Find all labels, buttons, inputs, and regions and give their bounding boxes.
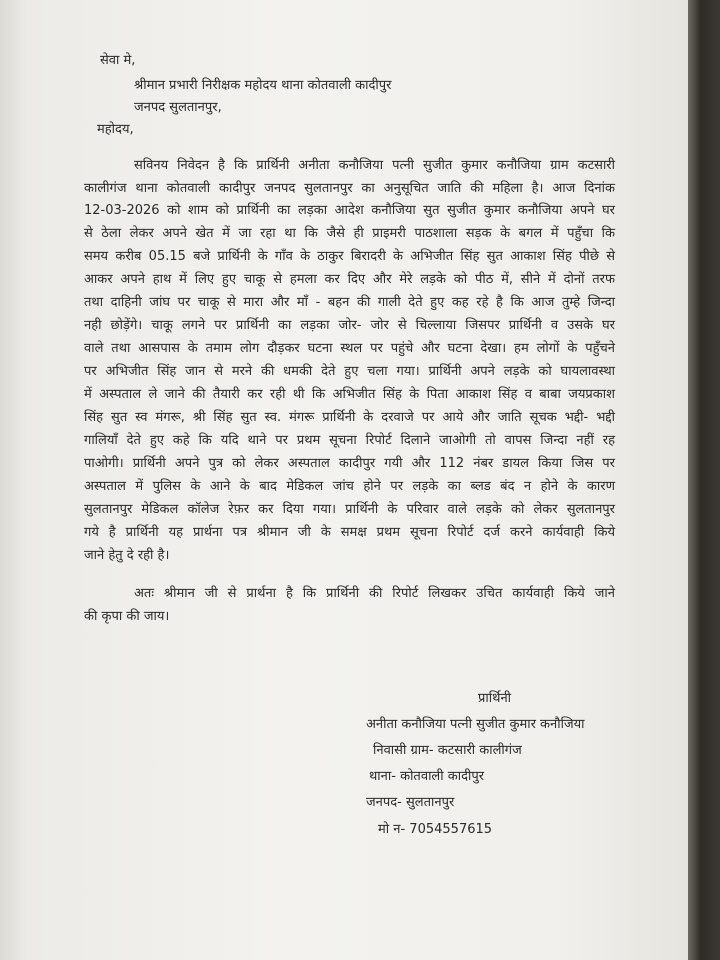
applicant-village: निवासी ग्राम- कटसारी कालीगंज bbox=[373, 743, 522, 758]
body-line: आकर अपने हाथ में लिए हुए चाकू से हमला कर दिए और मेरे लड़के को पीठ में, सीने में दोनों तरफ bbox=[84, 272, 615, 287]
body-line: 12-03-2026 को शाम को प्रार्थिनी का लड़का आदेश कनौजिया सुत सुजीत कुमार कनौजिया अपने घर bbox=[84, 203, 615, 218]
body-line: वाले तथा आसपास के तमाम लोग दौड़कर घटना स्थल पर पहुंचे और घटना देखा। हम लोगों के पहुँचने bbox=[84, 341, 615, 356]
applicant-police-station: थाना- कोतवाली कादीपुर bbox=[369, 769, 485, 784]
body-line: जाने हेतु दे रही है। bbox=[84, 548, 170, 563]
body-line: समय करीब 05.15 बजे प्रार्थिनी के गाँव के ठाकुर बिरादरी के अभिजीत सिंह सुत आकाश सिंह पीछे से bbox=[84, 249, 615, 264]
body-line: सविनय निवेदन है कि प्रार्थिनी अनीता कनौजिया पत्नी सुजीत कुमार कनौजिया ग्राम कटसारी bbox=[134, 158, 615, 173]
body-line: गालियाँ देते हुए कहे कि यदि थाने पर प्रथम सूचना रिपोर्ट दिलाने जाओगी तो वापस जिन्दा नहीं रह bbox=[84, 433, 615, 448]
request-line: अतः श्रीमान जी से प्रार्थना है कि प्रार्थिनी की रिपोर्ट लिखकर उचित कार्यवाही किये जाने bbox=[134, 586, 615, 601]
salutation-to: सेवा मे, bbox=[100, 53, 136, 68]
body-line: नही छोड़ेंगे। चाकू लगने पर प्रार्थिनी का लड़का जोर- जोर से चिल्लाया जिसपर प्रार्थिनी व उसके घर bbox=[84, 318, 615, 333]
applicant-mobile: मो न- 7054557615 bbox=[378, 822, 493, 837]
recipient-line: श्रीमान प्रभारी निरीक्षक महोदय थाना कोतवाली कादीपुर bbox=[134, 78, 392, 93]
recipient-district: जनपद सुलतानपुर, bbox=[134, 100, 222, 115]
body-line: अस्पताल में पुलिस के आने के बाद मेडिकल जांच होने पर लड़के का ब्लड बंद न होने के कारण bbox=[84, 479, 615, 494]
body-line: पाओगी। प्रार्थिनी अपने पुत्र को लेकर अस्पताल कादीपुर गयी और 112 नंबर डायल किया जिस पर bbox=[84, 456, 615, 471]
body-line: कालीगंज थाना कोतवाली कादीपुर जनपद सुलतानपुर का अनुसूचित जाति की महिला है। आज दिनांक bbox=[84, 181, 615, 196]
body-line: तथा दाहिनी जांघ पर चाकू से मारा और माँ - बहन की गाली देते हुए कह रहे है कि आज तुम्हे जिन्दा bbox=[84, 295, 615, 310]
greeting: महोदय, bbox=[97, 122, 134, 137]
signature-heading: प्रार्थिनी bbox=[478, 691, 512, 706]
body-line: से ठेला लेकर अपने खेत में जा रहा था कि जैसे ही प्राइमरी पाठशाला सड़क के बगल में पहुँचा कि bbox=[84, 226, 615, 241]
body-line: सुलतानपुर मेडिकल कॉलेज रेफ़र कर दिया गया। प्रार्थिनी के परिवार वाले लड़के को लेकर सुलतानपुर bbox=[84, 502, 615, 517]
body-line: पर अभिजीत सिंह जान से मरने की धमकी देते हुए चला गया। प्रार्थिनी अपने लड़के को घायलावस्था bbox=[84, 364, 615, 379]
body-line: गये है प्रार्थिनी यह प्रार्थना पत्र श्रीमान जी के समक्ष प्रथम सूचना रिपोर्ट दर्ज करने कार्यवाही किये bbox=[84, 525, 615, 540]
request-line: की कृपा की जाय। bbox=[84, 609, 170, 624]
body-line: में अस्पताल ले जाने की तैयारी कर रही थी कि अभिजीत सिंह के पिता आकाश सिंह व बाबा जयप्रकाश bbox=[84, 387, 615, 402]
applicant-district: जनपद- सुलतानपुर bbox=[366, 795, 455, 810]
background-edge bbox=[688, 0, 720, 960]
body-line: सिंह सुत स्व मंगरू, श्री सिंह सुत स्व. मंगरू प्रार्थिनी के दरवाजे पर आये और जाति सूचक भद्दी- भद्दी bbox=[84, 410, 615, 425]
applicant-name: अनीता कनौजिया पत्नी सुजीत कुमार कनौजिया bbox=[366, 717, 585, 732]
